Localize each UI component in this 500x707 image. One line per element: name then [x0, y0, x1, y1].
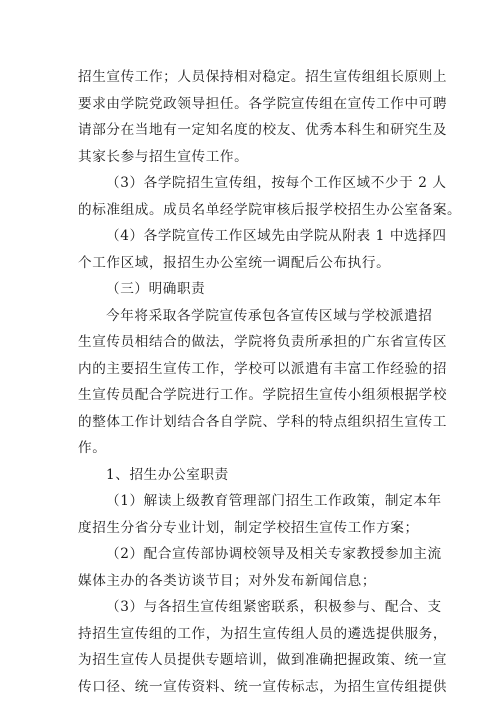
- text-line: （4）各学院宣传工作区域先由学院从附表 1 中选择四: [106, 228, 447, 244]
- text-line: 其家长参与招生宣传工作。: [78, 148, 249, 165]
- text-line: 请部分在当地有一定知名度的校友、优秀本科生和研究生及: [78, 122, 448, 138]
- text-line: 的整体工作计划结合各自学院、学科的特点组织招生宣传工: [78, 413, 448, 430]
- section-heading: （三）明确职责: [106, 281, 206, 297]
- document-body: [78, 64, 462, 700]
- text-line: 个工作区域，报招生办公室统一调配后公布执行。: [78, 254, 391, 271]
- text-line: 持招生宣传组的工作，为招生宣传组人员的遴选提供服务，: [78, 625, 448, 642]
- text-line: 作。: [78, 440, 107, 456]
- text-line: 为招生宣传人员提供专题培训，做到准确把握政策、统一宣: [78, 652, 448, 668]
- subsection-heading: 1、招生办公室职责: [106, 466, 229, 483]
- text-line: 要求由学院党政领导担任。各学院宣传组在宣传工作中可聘: [78, 95, 448, 112]
- text-line: 度招生分省分专业计划，制定学校招生宣传工作方案；: [78, 519, 419, 536]
- text-line: 招生宣传工作；人员保持相对稳定。招生宣传组组长原则上: [78, 69, 448, 85]
- text-line: （1）解读上级教育管理部门招生工作政策，制定本年: [106, 493, 442, 509]
- text-line: 传口径、统一宣传资料、统一宣传标志，为招生宣传组提供: [78, 678, 448, 695]
- text-line: 生宣传员配合学院进行工作。学院招生宣传小组须根据学校: [78, 387, 448, 403]
- text-line: 媒体主办的各类访谈节目；对外发布新闻信息；: [78, 572, 377, 589]
- text-line: （2）配合宣传部协调校领导及相关专家教授参加主流: [106, 546, 442, 562]
- text-line: 内的主要招生宣传工作，学校可以派遣有丰富工作经验的招: [78, 360, 448, 377]
- text-line: 今年将采取各学院宣传承包各宣传区域与学校派遣招: [106, 307, 433, 324]
- text-line: 生宣传员相结合的做法，学院将负责所承担的广东省宣传区: [78, 334, 448, 350]
- text-line: （3）各学院招生宣传组，按每个工作区域不少于 2 人: [106, 175, 447, 191]
- text-line: （3）与各招生宣传组紧密联系，积极参与、配合、支: [106, 599, 442, 615]
- text-line: 的标准组成。成员名单经学院审核后报学校招生办公室备案。: [78, 201, 462, 218]
